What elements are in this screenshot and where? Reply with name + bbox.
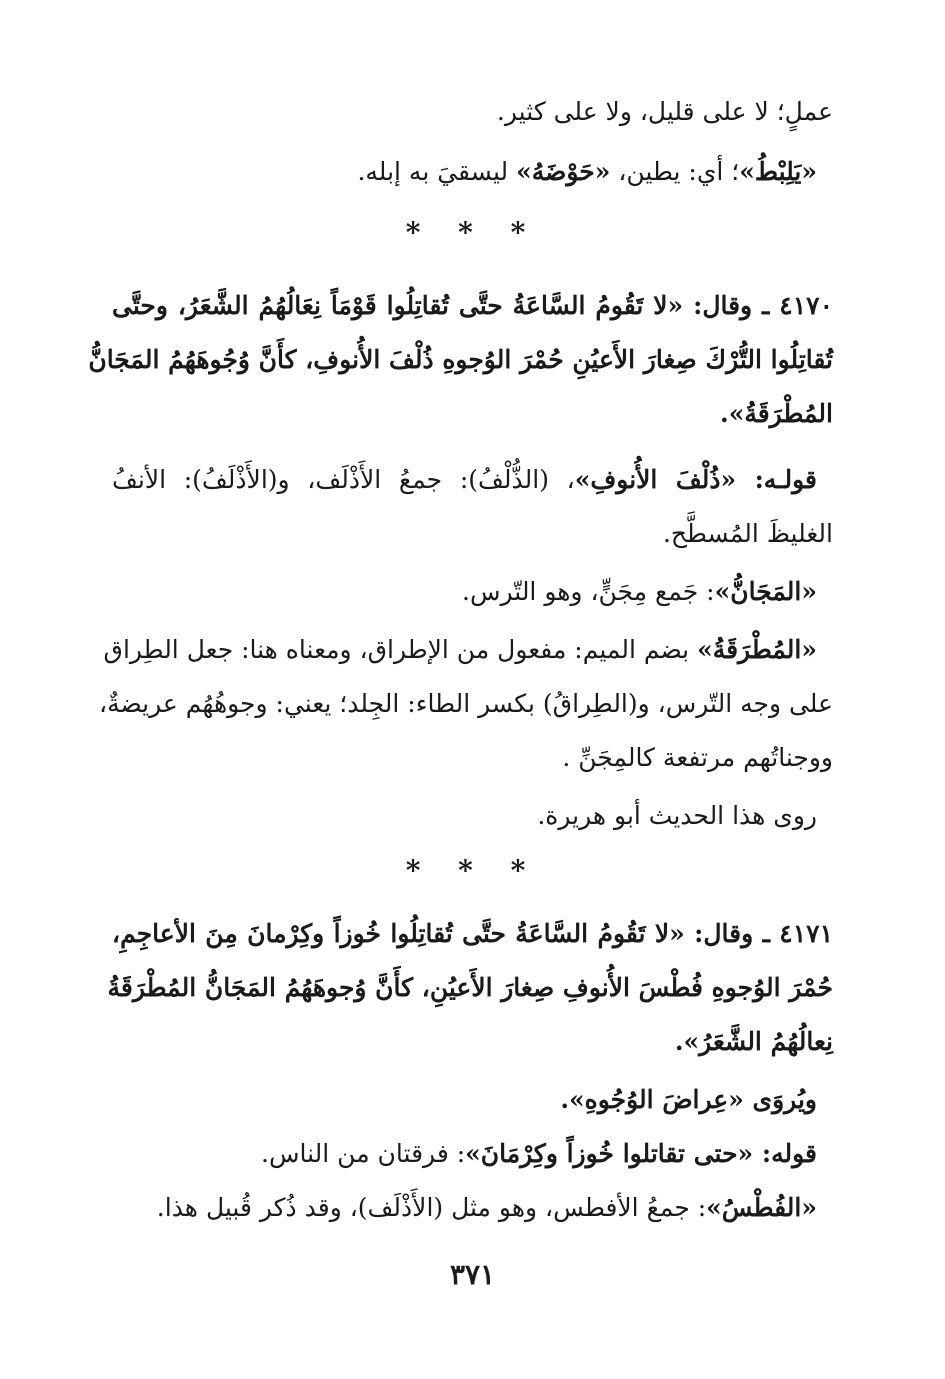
hadith-text: ٤١٧٠ ـ وقال: «لا تَقُومُ السَّاعَةُ حتَّى تُقاتِلُوا قَوْمَاً نِعَالُهُمُ الشَّعَرُ، وحتَّى xyxy=(112,291,833,320)
hadith-line xyxy=(88,340,833,380)
text-span: ويُروَى «عِراضَ الوُجُوهِ». xyxy=(560,1085,817,1114)
text-span: : جَمع مِجَنٍّ، وهو التّرس. xyxy=(462,577,715,606)
section-separator: * * * xyxy=(405,854,540,887)
commentary-line xyxy=(112,572,817,612)
commentary-line xyxy=(112,514,833,554)
section-separator: * * * xyxy=(405,216,540,249)
term: «حَوْضَهُ» xyxy=(516,157,611,186)
text-span: ، (الذُّلْفُ): جمعُ الأَذْلَف، و(الأَذْلَفُ): الأنفُ xyxy=(112,465,575,494)
commentary-line xyxy=(112,1080,817,1120)
commentary-line xyxy=(112,460,817,500)
text-line xyxy=(112,92,833,132)
text-span: الغليظَ المُسطَّح. xyxy=(662,519,833,548)
text-span: ؛ أي: يطين، xyxy=(610,157,740,186)
term: «المُطْرَقَةُ» xyxy=(697,635,817,664)
text-span: عملٍ؛ لا على قليل، ولا على كثير. xyxy=(496,97,833,126)
commentary-line xyxy=(112,796,817,836)
term: «الفُطْسُ» xyxy=(706,1193,817,1222)
term: قولـه: «ذُلْفَ الأُنوفِ» xyxy=(574,465,818,494)
hadith-text: تُقاتِلُوا التُّرْكَ صِغارَ الأَعيُنِ حُمْرَ الوُجوهِ ذُلْفَ الأُنوفِ، كأَنَّ وُجُوهَهُمُ المَجَانُّ xyxy=(88,345,833,374)
commentary-line xyxy=(99,684,833,724)
text-span: : جمعُ الأفطس، وهو مثل (الأَذْلَف)، وقد ذُكر قُبيل هذا. xyxy=(156,1193,707,1222)
hadith-line xyxy=(112,914,833,954)
text-span: على وجه التّرس، و(الطِراقُ) بكسر الطاء: الجِلد؛ يعني: وجوهُهُم عريضةٌ، xyxy=(99,689,833,718)
commentary-line xyxy=(103,630,817,670)
hadith-line xyxy=(112,286,833,326)
text-span: بضم الميم: مفعول من الإطراق، ومعناه هنا: جعل الطِراق xyxy=(103,635,698,664)
hadith-text: المُطْرَقَةُ». xyxy=(719,399,833,428)
text-span: ووجناتُهم مرتفعة كالمِجَنِّ . xyxy=(562,743,833,772)
hadith-text: نِعالُهُمُ الشَّعَرُ». xyxy=(674,1027,833,1056)
commentary-line xyxy=(112,1188,817,1228)
text-span: روى هذا الحديث أبو هريرة. xyxy=(537,801,817,830)
hadith-text: ٤١٧١ ـ وقال: «لا تَقُومُ السَّاعَةُ حتَّى تُقاتِلُوا خُوزاً وكِرْمانَ مِنَ الأعاجِمِ، xyxy=(112,919,833,948)
text-span: : فرقتان من الناس. xyxy=(261,1139,466,1168)
hadith-line xyxy=(112,1022,833,1062)
text-line xyxy=(112,152,817,192)
hadith-line xyxy=(107,968,833,1008)
term: «يَلِبْطُ» xyxy=(739,157,817,186)
commentary-line xyxy=(112,1134,817,1174)
hadith-text: حُمْرَ الوُجوهِ فُطْسَ الأُنوفِ صِغارَ الأَعيُنِ، كأَنَّ وُجوهَهُمُ المَجَانُّ المُطْرَقَةُ xyxy=(107,973,833,1002)
text-span: ليسقيَ به إبله. xyxy=(357,157,517,186)
commentary-line xyxy=(112,738,833,778)
term: «المَجَانُّ» xyxy=(714,577,817,606)
term: قوله: «حتى تقاتلوا خُوزاً وكِرْمَانَ» xyxy=(465,1139,817,1168)
hadith-line xyxy=(112,394,833,434)
page-number: ٣٧١ xyxy=(449,1258,496,1291)
